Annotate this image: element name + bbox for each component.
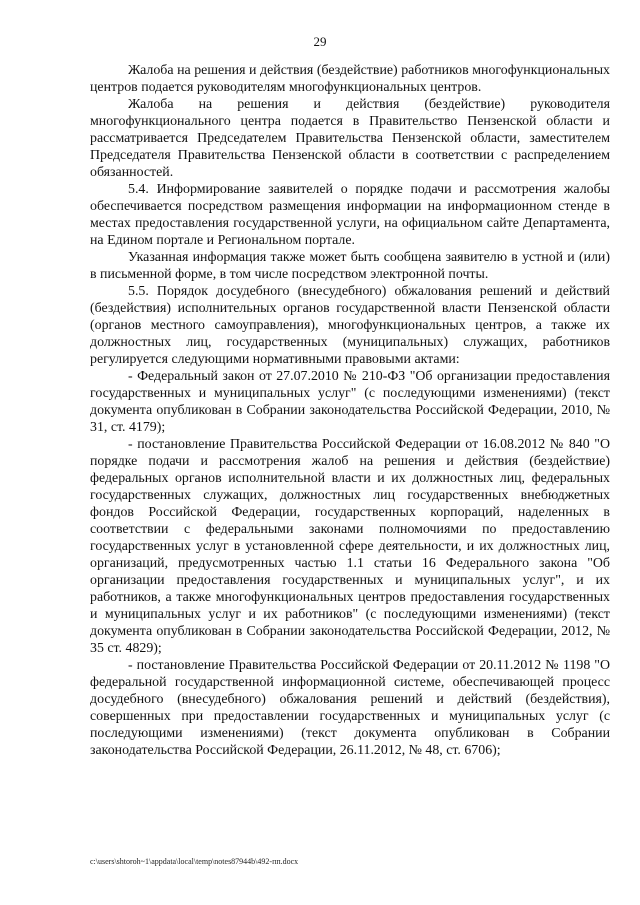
paragraph-5-5-appeal-procedure: 5.5. Порядок досудебного (внесудебного) обжалования решений и действий (бездействия) исполнительных органов государственной власти Пензенской области (органов местного самоуправления), многофункциональных центров, а также их должностных лиц, государственных (муниципальных) служащих, работников регулируется следующими нормативными правовыми актами:: [90, 284, 610, 367]
paragraph-mfc-workers-complaint: Жалоба на решения и действия (бездействие) работников многофункциональных центров подается руководителям многофункциональных центров.: [90, 63, 610, 95]
page-number: 29: [313, 34, 327, 49]
list-item-resolution-1198: - постановление Правительства Российской Федерации от 20.11.2012 № 1198 "О федеральной государственной информационной системе, обеспечивающей процесс досудебного (внесудебного) обжалования решений и действий (бездействия), совершенных при предоставлении государственных и муниципальных услуг (с последующими изменениями) (текст документа опубликован в Собрании законодательства Российской Федерации, 26.11.2012, № 48, ст. 6706);: [90, 658, 610, 758]
list-item-federal-law-210: - Федеральный закон от 27.07.2010 № 210-ФЗ "Об организации предоставления государственных и муниципальных услуг" (с последующими изменениями) (текст документа опубликован в Собрании законодательства Российской Федерации, 2010, № 31, ст. 4179);: [90, 369, 610, 435]
list-item-resolution-840: - постановление Правительства Российской Федерации от 16.08.2012 № 840 "О порядке подачи и рассмотрения жалоб на решения и действия (бездействие) федеральных органов исполнительной власти и их должностных лиц, федеральных государственных служащих, должностных лиц государственных внебюджетных фондов Российской Федерации, государственных корпораций, наделенных в соответствии с федеральными законами полномочиями по предоставлению государственных услуг в установленной сфере деятельности, и их должностных лиц, организаций, предусмотренных частью 1.1 статьи 16 Федерального закона "Об организации предоставления государственных и муниципальных услуг", и их работников, а также многофункциональных центров предоставления государственных и муниципальных услуг и их работников" (с последующими изменениями) (текст документа опубликован в Собрании законодательства Российской Федерации, 2012, № 35 ст. 4829);: [90, 437, 610, 656]
paragraph-5-4-informing: 5.4. Информирование заявителей о порядке подачи и рассмотрения жалобы обеспечивается посредством размещения информации на информационном стенде в местах предоставления государственной услуги, на официальном сайте Департамента, на Едином портале и Региональном портале.: [90, 182, 610, 248]
paragraph-info-oral-written: Указанная информация также может быть сообщена заявителю в устной и (или) в письменной форме, в том числе посредством электронной почты.: [90, 250, 610, 282]
paragraph-mfc-head-complaint: Жалоба на решения и действия (бездействие) руководителя многофункционального центра подается в Правительство Пензенской области и рассматривается Председателем Правительства Пензенской области, заместителем Председателя Правительства Пензенской области в соответствии с распределением обязанностей.: [90, 97, 610, 180]
footer-file-path: c:\users\shtoroh~1\appdata\local\temp\notes87944b\492-пп.docx: [90, 857, 299, 866]
document-body: [90, 62, 610, 759]
